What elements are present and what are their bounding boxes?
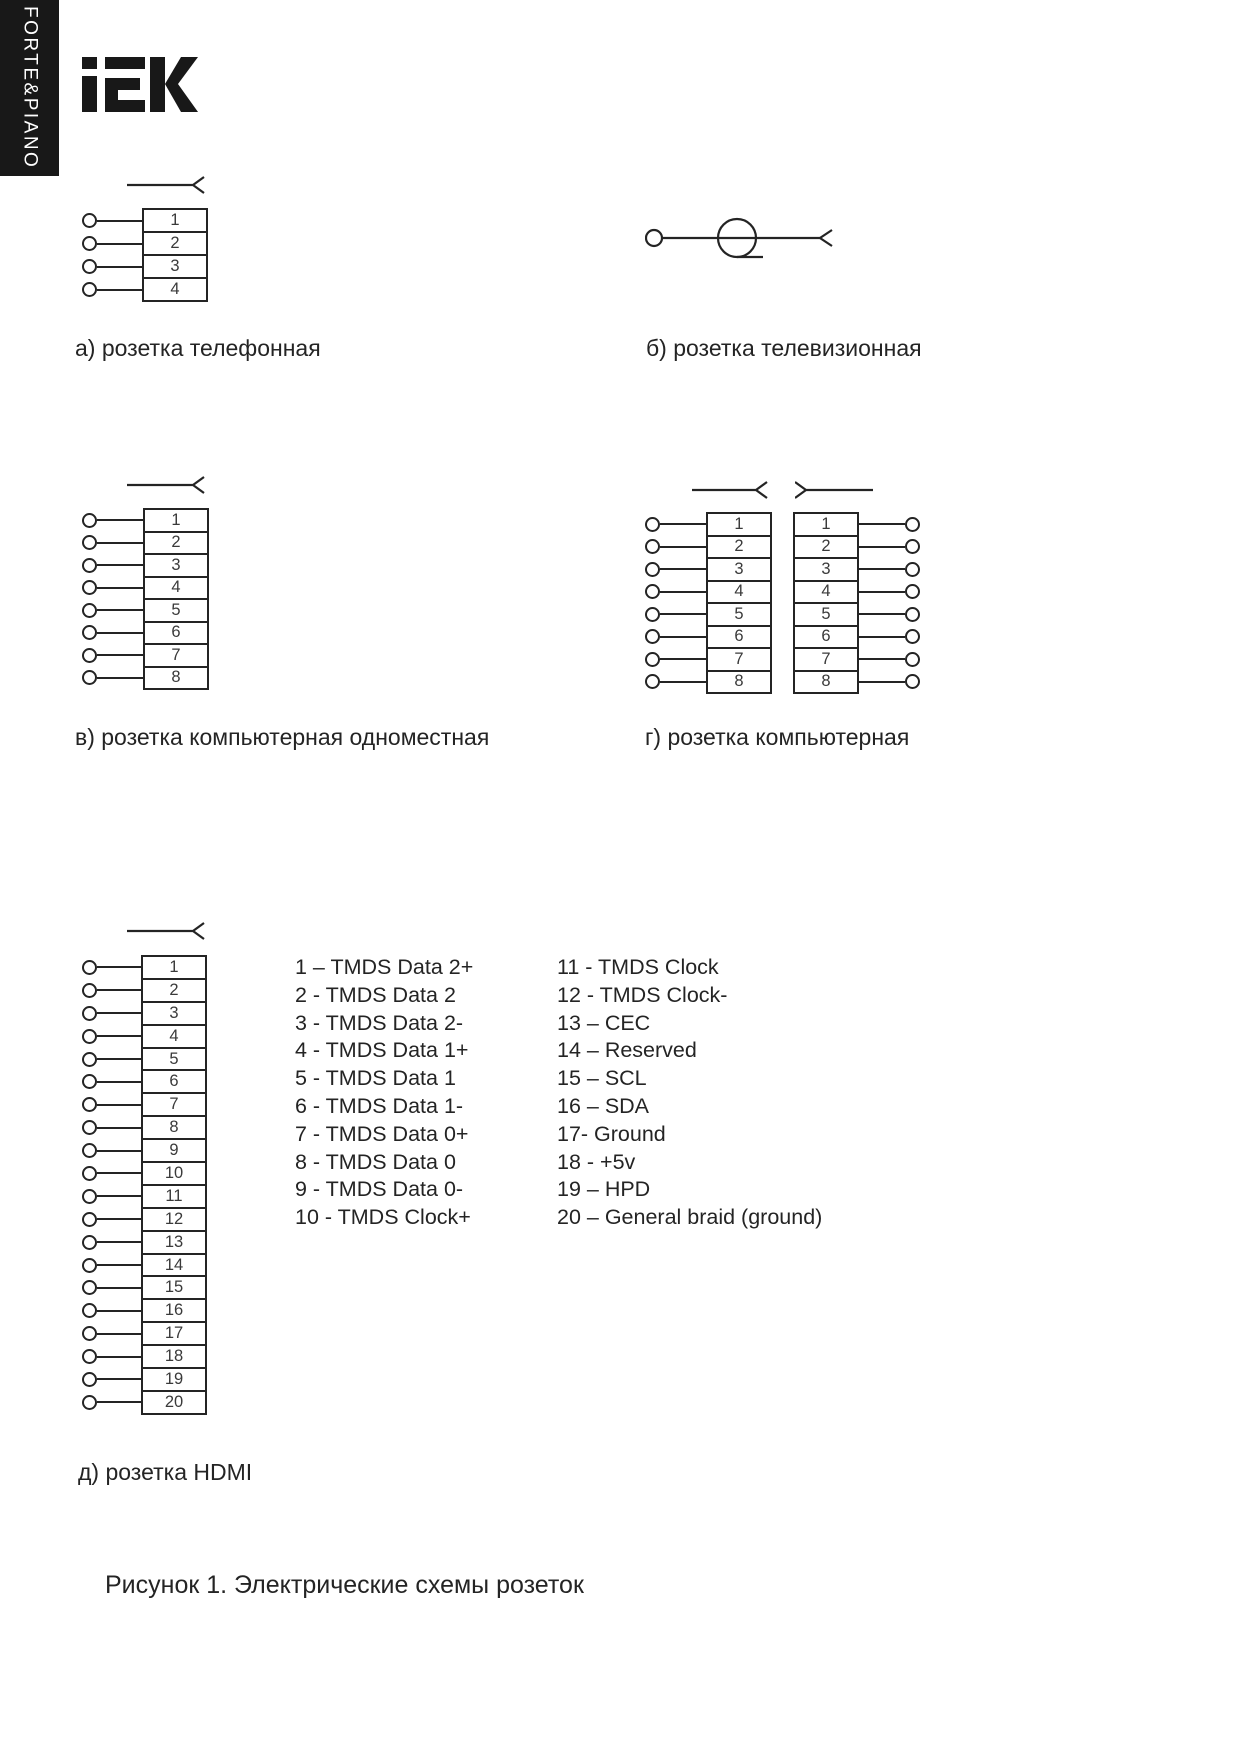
pin-terminal-icon [905,584,920,599]
pin-number-cell: 4 [793,580,859,605]
pin-row [793,557,920,582]
pin-wire [859,681,905,683]
pin-number-cell: 13 [141,1230,207,1255]
pin-wire [97,1401,141,1403]
pin-terminal-icon [905,652,920,667]
hdmi-pin-label: 9 - TMDS Data 0- [295,1177,464,1202]
pin-wire [97,1127,141,1129]
hdmi-pin-label: 10 - TMDS Clock+ [295,1205,471,1230]
pin-terminal-icon [82,1212,97,1227]
pin-row [793,512,920,537]
pin-row [82,1138,207,1163]
pin-wire [97,519,143,521]
pin-row [82,1344,207,1369]
hdmi-pin-label: 12 - TMDS Clock- [557,982,728,1007]
pin-wire [97,1195,141,1197]
pin-wire [97,1378,141,1380]
pin-number-cell: 17 [141,1321,207,1346]
pin-terminal-icon [645,539,660,554]
telephone-socket-pin-block [82,208,208,302]
pin-terminal-icon [905,562,920,577]
pin-wire [859,546,905,548]
pin-wire [660,636,706,638]
pin-terminal-icon [82,259,97,274]
pin-row [82,1047,207,1072]
figure-caption: Рисунок 1. Электрические схемы розеток [105,1571,584,1599]
pin-wire [97,1333,141,1335]
pin-wire [97,1264,141,1266]
pin-row [82,598,209,623]
pin-wire [97,1058,141,1060]
pin-row [793,670,920,695]
pin-number-cell: 11 [141,1184,207,1209]
pin-wire [97,654,143,656]
pin-row [82,1298,207,1323]
pin-number-cell: 3 [143,553,209,578]
pin-number-cell: 3 [793,557,859,582]
pin-row [645,625,772,650]
pin-wire [660,681,706,683]
pin-terminal-icon [82,1258,97,1273]
pin-terminal-icon [82,1280,97,1295]
pin-number-cell: 8 [143,666,209,691]
pin-row [82,254,208,279]
pin-row [82,1161,207,1186]
pin-terminal-icon [82,1006,97,1021]
pin-wire [97,587,143,589]
pin-row [793,535,920,560]
pin-row [82,576,209,601]
pin-row [82,1253,207,1278]
pin-wire [97,220,142,222]
pin-row [82,1001,207,1026]
pin-number-cell: 1 [141,955,207,980]
pin-terminal-icon [82,236,97,251]
pin-row [82,531,209,556]
pin-terminal-icon [82,1074,97,1089]
pin-number-cell: 7 [143,643,209,668]
pin-row [82,666,209,691]
tv-socket-symbol-icon [645,214,837,262]
pin-row [645,580,772,605]
pin-terminal-icon [82,1235,97,1250]
hdmi-pin-label: 17- Ground [557,1121,666,1146]
connector-arrow-icon [127,475,205,495]
connector-arrow-icon [692,480,768,500]
label-computer-socket-single: в) розетка компьютерная одноместная [75,724,490,750]
pin-row [645,602,772,627]
pin-row [82,231,208,256]
pin-wire [97,1104,141,1106]
pin-number-cell: 1 [706,512,772,537]
pin-row [82,208,208,233]
pin-number-cell: 6 [706,625,772,650]
pin-row [82,1367,207,1392]
computer-socket-pin-block [82,508,209,690]
pin-terminal-icon [905,607,920,622]
pin-number-cell: 16 [141,1298,207,1323]
pin-row [645,557,772,582]
pin-wire [97,266,142,268]
pin-row [793,625,920,650]
hdmi-pin-label: 20 – General braid (ground) [557,1205,823,1230]
pin-row [82,277,208,302]
pin-number-cell: 5 [793,602,859,627]
hdmi-pinout-list-right [557,954,822,1232]
pin-number-cell: 18 [141,1344,207,1369]
pin-wire [97,1310,141,1312]
pin-row [82,1321,207,1346]
pin-terminal-icon [82,1143,97,1158]
pin-number-cell: 2 [706,535,772,560]
pin-number-cell: 3 [706,557,772,582]
hdmi-pin-label: 18 - +5v [557,1149,636,1174]
pin-number-cell: 6 [143,621,209,646]
pin-terminal-icon [82,1120,97,1135]
connector-arrow-icon [127,175,205,195]
pin-terminal-icon [82,1029,97,1044]
pin-number-cell: 1 [142,208,208,233]
pin-wire [97,1012,141,1014]
pin-wire [660,591,706,593]
pin-wire [97,1172,141,1174]
pin-number-cell: 1 [793,512,859,537]
pin-terminal-icon [82,648,97,663]
pin-terminal-icon [82,213,97,228]
pin-terminal-icon [82,960,97,975]
pin-terminal-icon [82,983,97,998]
pin-terminal-icon [82,558,97,573]
pin-wire [97,1218,141,1220]
pin-wire [97,542,143,544]
hdmi-pin-label: 8 - TMDS Data 0 [295,1149,456,1174]
hdmi-pin-label: 19 – HPD [557,1177,651,1202]
pin-row [82,621,209,646]
pin-terminal-icon [82,1189,97,1204]
hdmi-pin-label: 2 - TMDS Data 2 [295,982,456,1007]
pin-number-cell: 8 [141,1115,207,1140]
pin-number-cell: 4 [141,1024,207,1049]
pin-row [793,647,920,672]
pin-number-cell: 7 [141,1092,207,1117]
banner-text: FORTE&PIANO [19,6,41,170]
pin-wire [97,243,142,245]
pin-number-cell: 4 [706,580,772,605]
pin-wire [660,546,706,548]
hdmi-pin-label: 3 - TMDS Data 2- [295,1010,464,1035]
pin-number-cell: 5 [143,598,209,623]
pin-wire [859,613,905,615]
pin-row [82,1184,207,1209]
pin-number-cell: 3 [142,254,208,279]
pin-terminal-icon [645,652,660,667]
pin-number-cell: 20 [141,1390,207,1415]
hdmi-pin-label: 5 - TMDS Data 1 [295,1066,456,1091]
label-computer-socket-double: г) розетка компьютерная [645,724,910,750]
pin-wire [859,636,905,638]
pin-number-cell: 15 [141,1275,207,1300]
pin-terminal-icon [82,625,97,640]
forte-piano-banner [0,0,59,176]
pin-wire [660,613,706,615]
hdmi-pin-label: 1 – TMDS Data 2+ [295,955,474,979]
pin-terminal-icon [82,1052,97,1067]
pin-row [82,553,209,578]
pin-terminal-icon [82,670,97,685]
pin-wire [97,1241,141,1243]
pin-row [645,670,772,695]
pin-terminal-icon [82,1326,97,1341]
pin-number-cell: 2 [793,535,859,560]
hdmi-pin-label: 14 – Reserved [557,1038,697,1063]
pin-number-cell: 2 [143,531,209,556]
pin-row [82,1207,207,1232]
pin-wire [859,658,905,660]
pin-number-cell: 4 [143,576,209,601]
pin-number-cell: 8 [706,670,772,695]
pin-number-cell: 6 [793,625,859,650]
pin-terminal-icon [645,584,660,599]
hdmi-pin-label: 13 – CEC [557,1010,651,1035]
label-telephone-socket: а) розетка телефонная [75,335,321,361]
computer-socket-left-pin-block [645,512,772,694]
pin-wire [97,677,143,679]
pin-terminal-icon [905,629,920,644]
pin-wire [97,1356,141,1358]
pin-number-cell: 10 [141,1161,207,1186]
pin-wire [97,1035,141,1037]
pin-row [82,1230,207,1255]
label-hdmi-socket: д) розетка HDMI [78,1459,253,1485]
pin-terminal-icon [82,1097,97,1112]
pin-terminal-icon [645,674,660,689]
pin-number-cell: 7 [706,647,772,672]
pin-number-cell: 14 [141,1253,207,1278]
pin-row [645,512,772,537]
label-tv-socket: б) розетка телевизионная [646,335,922,361]
pin-row [793,602,920,627]
pin-terminal-icon [82,535,97,550]
pin-terminal-icon [905,539,920,554]
pin-row [645,535,772,560]
pin-terminal-icon [905,674,920,689]
pin-row [82,1115,207,1140]
pin-terminal-icon [645,517,660,532]
pin-wire [97,289,142,291]
pin-row [645,647,772,672]
pin-number-cell: 12 [141,1207,207,1232]
pin-wire [97,632,143,634]
pin-row [82,508,209,533]
pin-wire [859,523,905,525]
pin-number-cell: 5 [141,1047,207,1072]
iek-logo [82,57,198,112]
pin-number-cell: 4 [142,277,208,302]
pin-terminal-icon [905,517,920,532]
hdmi-pin-label: 6 - TMDS Data 1- [295,1093,464,1118]
pin-wire [859,568,905,570]
pin-number-cell: 8 [793,670,859,695]
computer-socket-right-pin-block [793,512,920,694]
pin-wire [660,568,706,570]
pin-terminal-icon [82,1303,97,1318]
pin-number-cell: 2 [141,978,207,1003]
pin-terminal-icon [645,629,660,644]
pin-row [82,1092,207,1117]
pin-wire [97,1081,141,1083]
pin-terminal-icon [645,562,660,577]
pin-wire [859,591,905,593]
pin-number-cell: 3 [141,1001,207,1026]
connector-arrow-icon [127,921,205,941]
hdmi-pinout-list-left [295,954,473,1232]
pin-terminal-icon [82,282,97,297]
pin-wire [97,989,141,991]
pin-terminal-icon [82,1349,97,1364]
pin-terminal-icon [82,1372,97,1387]
hdmi-pin-label: 4 - TMDS Data 1+ [295,1038,469,1063]
hdmi-pin-label: 7 - TMDS Data 0+ [295,1121,469,1146]
pin-number-cell: 9 [141,1138,207,1163]
pin-terminal-icon [82,513,97,528]
pin-wire [97,966,141,968]
pin-terminal-icon [82,1166,97,1181]
pin-row [82,978,207,1003]
pin-wire [97,609,143,611]
pin-row [82,1390,207,1415]
pin-number-cell: 1 [143,508,209,533]
pin-row [82,1275,207,1300]
pin-row [82,643,209,668]
pin-number-cell: 2 [142,231,208,256]
pin-wire [97,1150,141,1152]
pin-number-cell: 7 [793,647,859,672]
pin-row [793,580,920,605]
pin-wire [660,658,706,660]
connector-arrow-icon [795,480,873,500]
pin-number-cell: 6 [141,1069,207,1094]
pin-terminal-icon [82,1395,97,1410]
pin-number-cell: 19 [141,1367,207,1392]
pin-wire [660,523,706,525]
pin-row [82,955,207,980]
hdmi-pin-label: 15 – SCL [557,1066,647,1091]
pin-number-cell: 5 [706,602,772,627]
pin-terminal-icon [82,603,97,618]
pin-wire [97,1287,141,1289]
hdmi-pin-block [82,955,207,1415]
hdmi-pin-label: 11 - TMDS Clock [557,955,719,979]
hdmi-pin-label: 16 – SDA [557,1093,650,1118]
pin-row [82,1069,207,1094]
pin-wire [97,564,143,566]
pin-row [82,1024,207,1049]
pin-terminal-icon [82,580,97,595]
pin-terminal-icon [645,607,660,622]
